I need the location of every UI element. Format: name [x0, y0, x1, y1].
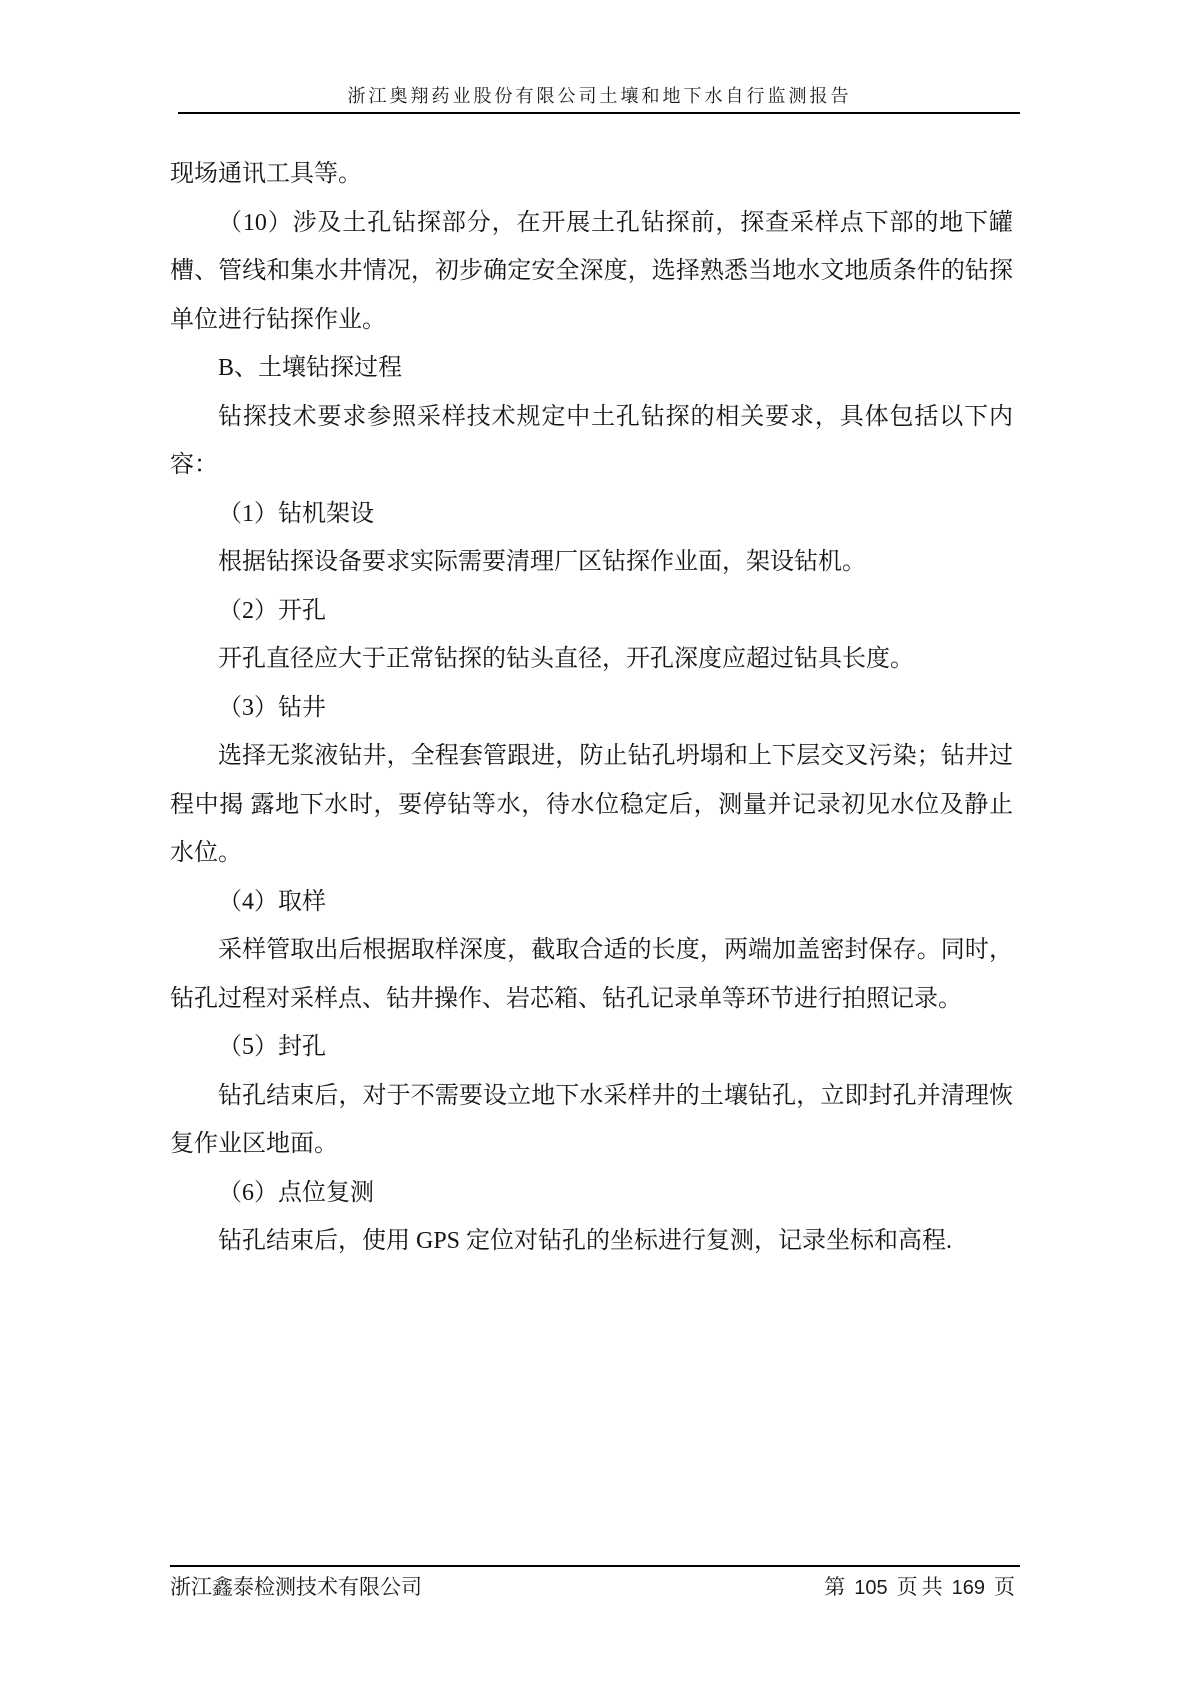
- document-body: [170, 150, 1013, 1266]
- page-label-middle-right: 共: [921, 1575, 943, 1599]
- list-item-heading: （3）钻井: [218, 694, 326, 721]
- total-page-number: 169: [951, 1577, 985, 1599]
- footer-page-info: [822, 1571, 1017, 1601]
- paragraph: 钻孔结束后，对于不需要设立地下水采样井的土壤钻孔，立即封孔并清理恢复作业区地面。: [170, 1082, 1013, 1157]
- paragraph: 选择无浆液钻井，全程套管跟进，防止钻孔坍塌和上下层交叉污染；钻井过程中揭 露地下水时，要停钻等水，待水位稳定后，测量并记录初见水位及静止水位。: [170, 743, 1013, 866]
- page-label-middle-left: 页: [896, 1575, 918, 1599]
- paragraph-continuation: 现场通讯工具等。: [170, 161, 362, 187]
- paragraph: 根据钻探设备要求实际需要清理厂区钻探作业面，架设钻机。: [218, 549, 866, 575]
- paragraph: 钻探技术要求参照采样技术规定中土孔钻探的相关要求，具体包括以下内容：: [170, 403, 1013, 478]
- list-item-heading: （2）开孔: [218, 597, 326, 624]
- list-item-heading: （4）取样: [218, 888, 326, 915]
- header-divider: [178, 112, 1020, 114]
- footer-company-name: 浙江鑫泰检测技术有限公司: [170, 1575, 422, 1599]
- section-heading: B、土壤钻探过程: [218, 355, 403, 381]
- paragraph: 采样管取出后根据取样深度，截取合适的长度，两端加盖密封保存。同时，钻孔过程对采样点、钻井操作、岩芯箱、钻孔记录单等环节进行拍照记录。: [170, 937, 1013, 1012]
- list-item-heading: （5）封孔: [218, 1034, 326, 1060]
- list-item-heading: （6）点位复测: [218, 1179, 374, 1206]
- page-label-prefix: 第: [824, 1575, 846, 1599]
- list-item-heading: （1）钻机架设: [218, 500, 374, 527]
- paragraph: 钻孔结束后，使用 GPS 定位对钻孔的坐标进行复测，记录坐标和高程.: [218, 1228, 953, 1254]
- header-title: 浙江奥翔药业股份有限公司土壤和地下水自行监测报告: [347, 86, 852, 106]
- paragraph: 开孔直径应大于正常钻探的钻头直径，开孔深度应超过钻具长度。: [218, 646, 914, 672]
- paragraph: （10）涉及土孔钻探部分，在开展土孔钻探前，探查采样点下部的地下罐槽、管线和集水井情况，初步确定安全深度，选择熟悉当地水文地质条件的钻探单位进行钻探作业。: [170, 209, 1013, 333]
- footer-divider: [170, 1565, 1020, 1567]
- current-page-number: 105: [854, 1577, 888, 1599]
- page-label-suffix: 页: [994, 1575, 1015, 1599]
